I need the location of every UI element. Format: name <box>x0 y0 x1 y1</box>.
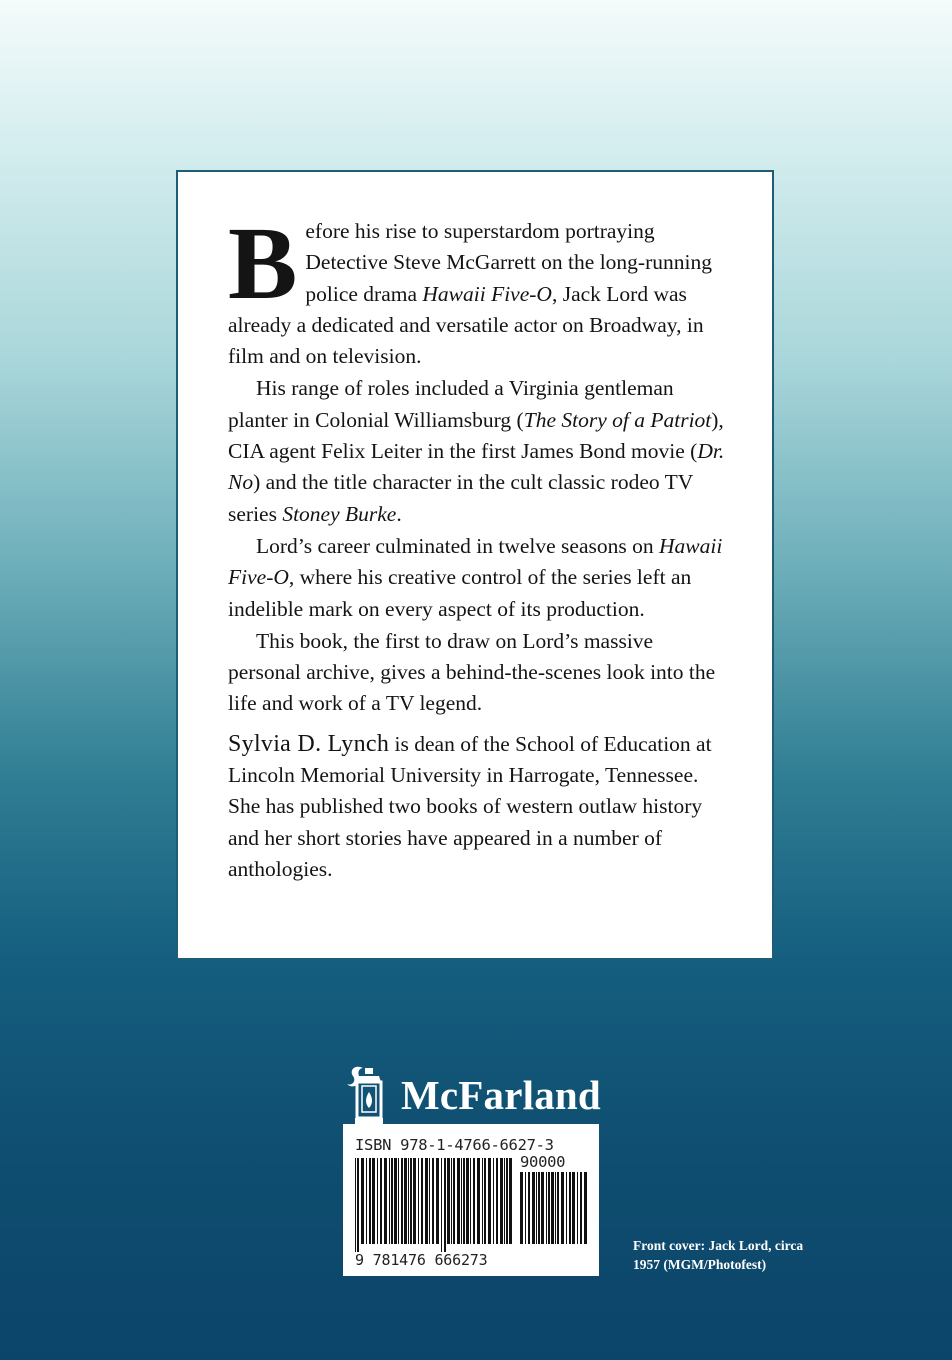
p3-text-a: Lord’s career culminated in twelve seasons on <box>256 533 659 558</box>
barcode-bar <box>557 1172 559 1244</box>
barcode-bar <box>451 1158 452 1244</box>
barcode-bar <box>441 1158 442 1252</box>
barcode-bar <box>561 1172 564 1244</box>
author-bio-text: is dean of the School of Education at Lincoln Memorial University in Harrogate, Tennessee. She has published two books of western outlaw history and her short stories have appeared in a number of anthologies. <box>228 731 712 881</box>
barcode-bar <box>488 1158 491 1244</box>
blurb-paragraph-4: This book, the first to draw on Lord’s massive personal archive, gives a behind-the-scenes look into the life and work of a TV legend. <box>228 628 716 716</box>
barcode-bar <box>408 1158 409 1244</box>
barcode-bar <box>482 1158 483 1244</box>
barcode-bar <box>421 1158 423 1244</box>
drop-cap: B <box>228 206 298 321</box>
barcode-bar <box>361 1158 364 1244</box>
barcode-bar <box>389 1158 390 1244</box>
barcode-bar <box>493 1158 494 1244</box>
barcode-bar <box>577 1172 578 1244</box>
barcode-bar <box>366 1158 367 1244</box>
author-bio <box>228 729 728 885</box>
barcode-bar <box>504 1158 505 1244</box>
p2-text-a: His range of roles included a Virginia gentleman planter in Colonial Williamsburg ( <box>228 376 674 432</box>
barcode-box <box>343 1124 599 1276</box>
barcode-bar <box>413 1158 416 1244</box>
barcode-bar <box>477 1158 480 1244</box>
barcode-bar <box>470 1158 471 1244</box>
barcode-bar <box>377 1158 378 1244</box>
price-code: 90000 <box>520 1153 566 1171</box>
cover-credit: Front cover: Jack Lord, circa 1957 (MGM/Photofest) <box>633 1238 804 1272</box>
p2-title-1: The Story of a Patriot <box>523 407 712 432</box>
barcode-bar <box>380 1158 382 1244</box>
blurb-box <box>176 170 774 960</box>
barcode-bar <box>404 1158 407 1244</box>
p1-title: Hawaii Five-O <box>422 281 552 306</box>
publisher-name: McFarland <box>401 1072 601 1118</box>
barcode-bar <box>391 1158 393 1244</box>
barcode-bar <box>473 1158 475 1244</box>
barcode-bar <box>444 1158 446 1252</box>
p3-text-c: , where his creative control of the series left an indelible mark on every aspect of its production. <box>228 565 692 621</box>
barcode-bar <box>536 1172 537 1244</box>
barcode-bar <box>394 1158 397 1244</box>
barcode-bar <box>355 1158 356 1252</box>
barcode-bar <box>398 1158 399 1244</box>
p2-text-c: ), CIA agent Felix Leiter in the first James Bond movie ( <box>228 407 724 464</box>
barcode-bar <box>525 1172 526 1244</box>
barcode-bar <box>528 1172 530 1244</box>
barcode-bar <box>418 1158 419 1244</box>
p3-title: Hawaii Five-O <box>228 533 723 590</box>
isbn-label: ISBN 978-1-4766-6627-3 <box>355 1136 554 1154</box>
blurb-paragraph-2 <box>228 373 728 529</box>
p1-text-a: efore his rise to superstardom portraying Detective Steve McGarrett on the long-running police drama <box>305 219 712 306</box>
barcode-bar <box>496 1158 498 1244</box>
barcode-bar <box>538 1172 540 1244</box>
barcode-bar <box>509 1158 512 1244</box>
barcode-bar <box>401 1158 403 1244</box>
barcode-bar <box>410 1158 412 1244</box>
barcode-bar <box>429 1158 430 1244</box>
barcode-bar <box>506 1158 508 1244</box>
publisher-logo <box>345 1062 615 1128</box>
barcode-bar <box>384 1158 387 1244</box>
blurb-paragraph-1 <box>228 206 728 372</box>
p2-title-2: Dr. No <box>228 439 725 495</box>
barcode-bar <box>457 1158 460 1244</box>
barcode-bar <box>532 1172 535 1244</box>
barcode-bar <box>357 1158 359 1252</box>
barcode-bar <box>584 1172 587 1244</box>
barcode-bar <box>566 1172 567 1244</box>
barcode-bar <box>551 1172 554 1244</box>
p2-title-3: Stoney Burke <box>282 501 397 526</box>
barcode-bar <box>425 1158 428 1244</box>
p2-text-g: . <box>396 501 402 526</box>
barcode-bar <box>500 1158 503 1244</box>
blurb-text <box>228 206 728 885</box>
price-barcode <box>520 1172 590 1252</box>
barcode-bar <box>520 1172 523 1244</box>
barcode-bar <box>369 1158 371 1244</box>
lantern-icon <box>345 1062 395 1128</box>
barcode-bar <box>466 1158 469 1244</box>
barcode-bar <box>447 1158 450 1244</box>
barcode-bar <box>432 1158 434 1244</box>
p2-text-e: ) and the title character in the cult classic rodeo TV series <box>228 470 693 526</box>
barcode-bar <box>555 1172 556 1244</box>
barcode-bar <box>541 1172 544 1244</box>
author-name: Sylvia D. Lynch <box>228 730 390 757</box>
barcode-bar <box>572 1172 575 1244</box>
barcode-bar <box>436 1158 439 1244</box>
barcode-bar <box>463 1158 465 1244</box>
barcode-bar <box>569 1172 571 1244</box>
barcode-bar <box>546 1172 547 1244</box>
barcode-digits: 9 781476 666273 <box>355 1251 488 1269</box>
isbn-barcode <box>355 1158 513 1252</box>
barcode-bar <box>453 1158 455 1244</box>
barcode-bar <box>580 1172 582 1244</box>
barcode-bar <box>548 1172 550 1244</box>
blurb-paragraph-3 <box>228 531 728 625</box>
barcode-bar <box>461 1158 462 1244</box>
p1-text-c: , Jack Lord was already a dedicated and versatile actor on Broadway, in film and on television. <box>228 281 704 369</box>
barcode-bar <box>484 1158 486 1244</box>
barcode-bar <box>372 1158 375 1244</box>
